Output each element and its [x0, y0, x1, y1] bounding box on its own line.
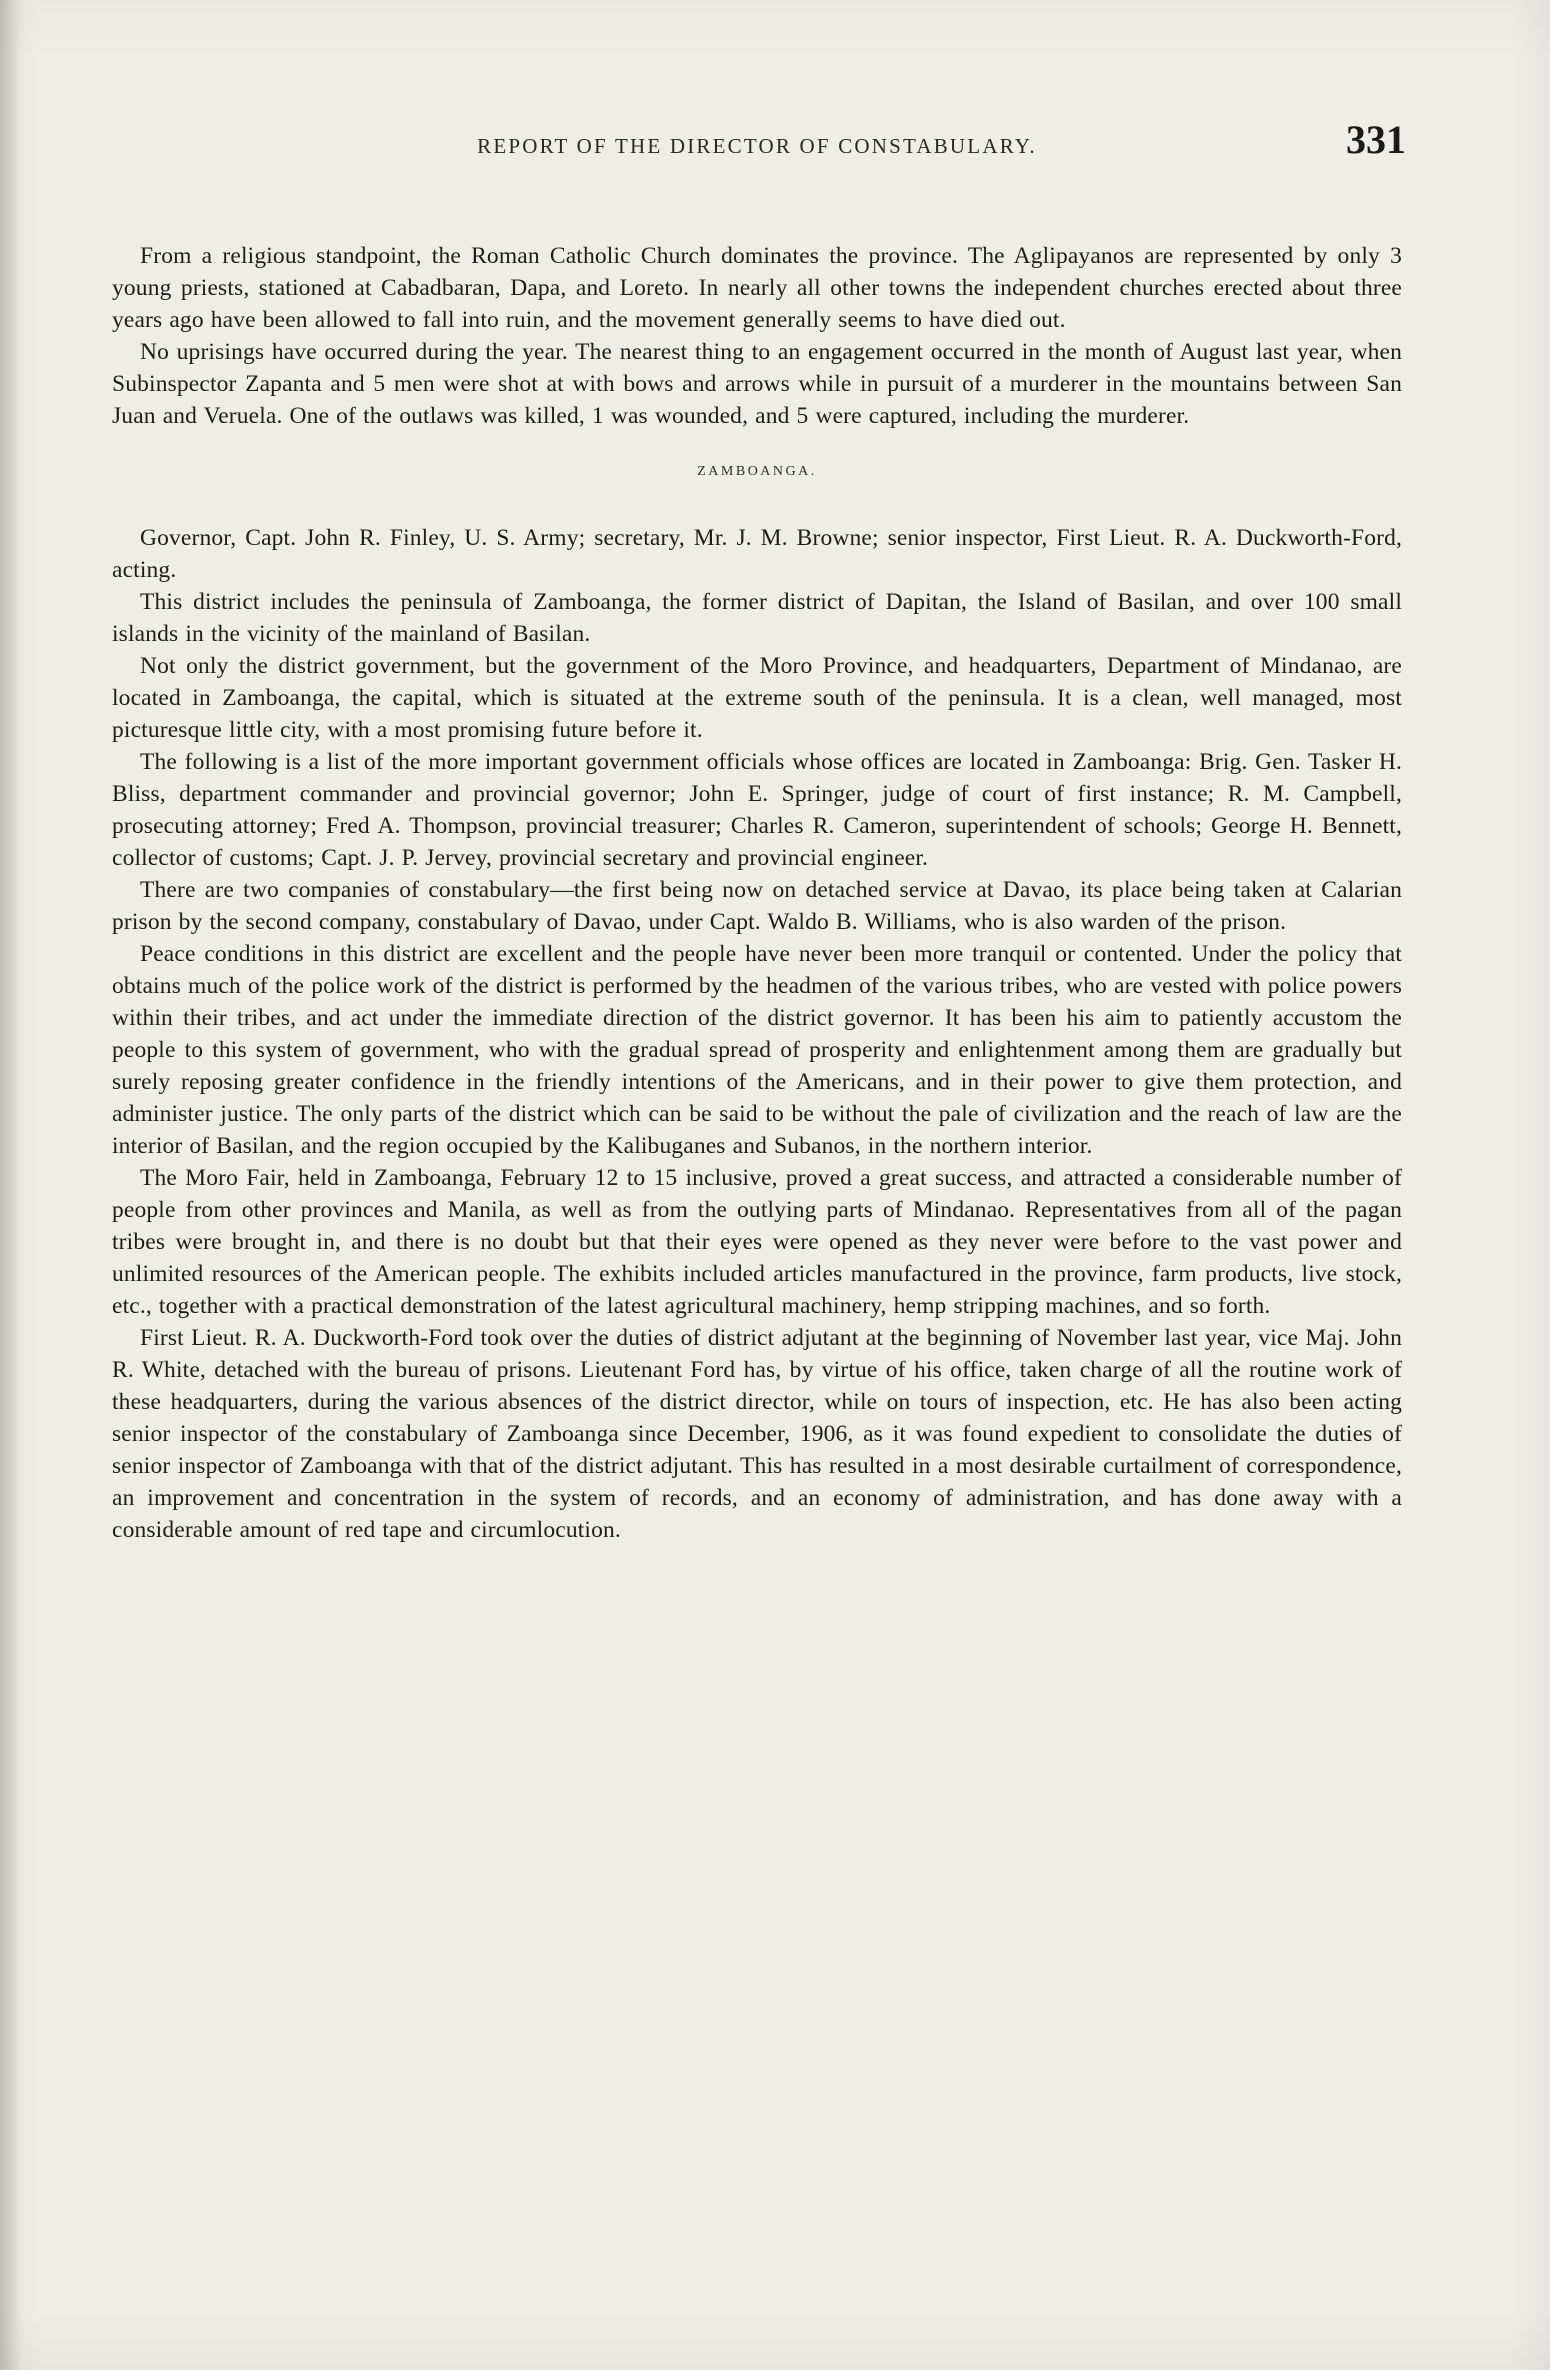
- paragraph-uprisings: No uprisings have occurred during the year. The nearest thing to an engagement occurred in the month of August last year, when Subinspector Zapanta and 5 men were shot at with bows and arrows while in pursuit of a murderer in the mountains between San Juan and Veruela. One of the outlaws was killed, 1 was wounded, and 5 were captured, including the murderer.: [112, 339, 1402, 429]
- page-body: [112, 110, 1406, 2310]
- running-head: [112, 110, 1406, 170]
- paragraph-officials-district: Governor, Capt. John R. Finley, U. S. Army; secretary, Mr. J. M. Browne; senior inspector, First Lieut. R. A. Duckworth-Ford, acting.: [112, 525, 1402, 583]
- paragraph-moro-fair: The Moro Fair, held in Zamboanga, February 12 to 15 inclusive, proved a great success, and attracted a considerable number of people from other provinces and Manila, as well as from the outlying parts of Mindanao. Representatives from all of the pagan tribes were brought in, and there is no doubt but that their eyes were opened as they never were before to the vast power and unlimited resources of the American people. The exhibits included articles manufactured in the province, farm products, live stock, etc., together with a practical demonstration of the latest agricultural machinery, hemp stripping machines, and so forth.: [112, 1165, 1402, 1319]
- page-number: 331: [1346, 117, 1406, 162]
- paragraph-capital: Not only the district government, but the government of the Moro Province, and headquarters, Department of Mindanao, are located in Zamboanga, the capital, which is situated at the extreme south of the peninsula. It is a clean, well managed, most picturesque little city, with a most promising future before it.: [112, 653, 1402, 743]
- section-heading-zamboanga: ZAMBOANGA.: [697, 464, 817, 479]
- paragraph-religion: From a religious standpoint, the Roman Catholic Church dominates the province. The Aglipayanos are represented by only 3 young priests, stationed at Cabadbaran, Dapa, and Loreto. In nearly all other towns the independent churches erected about three years ago have been allowed to fall into ruin, and the movement generally seems to have died out.: [112, 243, 1402, 333]
- paragraph-government-officials: The following is a list of the more important government officials whose offices are located in Zamboanga: Brig. Gen. Tasker H. Bliss, department commander and provincial governor; John E. Springer, judge of court of first instance; R. M. Campbell, prosecuting attorney; Fred A. Thompson, provincial treasurer; Charles R. Cameron, superintendent of schools; George H. Bennett, collector of customs; Capt. J. P. Jervey, provincial secretary and provincial engineer.: [112, 749, 1402, 871]
- paragraph-district-extent: This district includes the peninsula of Zamboanga, the former district of Dapitan, the Island of Basilan, and over 100 small islands in the vicinity of the mainland of Basilan.: [112, 589, 1402, 647]
- running-title: REPORT OF THE DIRECTOR OF CONSTABULARY.: [477, 134, 1037, 158]
- paragraph-constabulary-companies: There are two companies of constabulary—the first being now on detached service at Davao, its place being taken at Calarian prison by the second company, constabulary of Davao, under Capt. Waldo B. Williams, who is also warden of the prison.: [112, 877, 1402, 935]
- paragraph-peace-conditions: Peace conditions in this district are excellent and the people have never been more tranquil or contented. Under the policy that obtains much of the police work of the district is performed by the headmen of the various tribes, who are vested with police powers within their tribes, and act under the immediate direction of the district governor. It has been his aim to patiently accustom the people to this system of government, who with the gradual spread of prosperity and enlightenment among them are gradually but surely reposing greater confidence in the friendly intentions of the Americans, and in their power to give them protection, and administer justice. The only parts of the district which can be said to be without the pale of civilization and the reach of law are the interior of Basilan, and the region occupied by the Kalibuganes and Subanos, in the northern interior.: [112, 941, 1402, 1159]
- paragraph-district-adjutant: First Lieut. R. A. Duckworth-Ford took over the duties of district adjutant at the beginning of November last year, vice Maj. John R. White, detached with the bureau of prisons. Lieutenant Ford has, by virtue of his office, taken charge of all the routine work of these headquarters, during the various absences of the district director, while on tours of inspection, etc. He has also been acting senior inspector of the constabulary of Zamboanga since December, 1906, as it was found expedient to consolidate the duties of senior inspector of Zamboanga with that of the district adjutant. This has resulted in a most desirable curtailment of correspondence, an improvement and concentration in the system of records, and an economy of administration, and has done away with a considerable amount of red tape and circumlocution.: [112, 1325, 1402, 1543]
- binding-shadow: [0, 0, 22, 2370]
